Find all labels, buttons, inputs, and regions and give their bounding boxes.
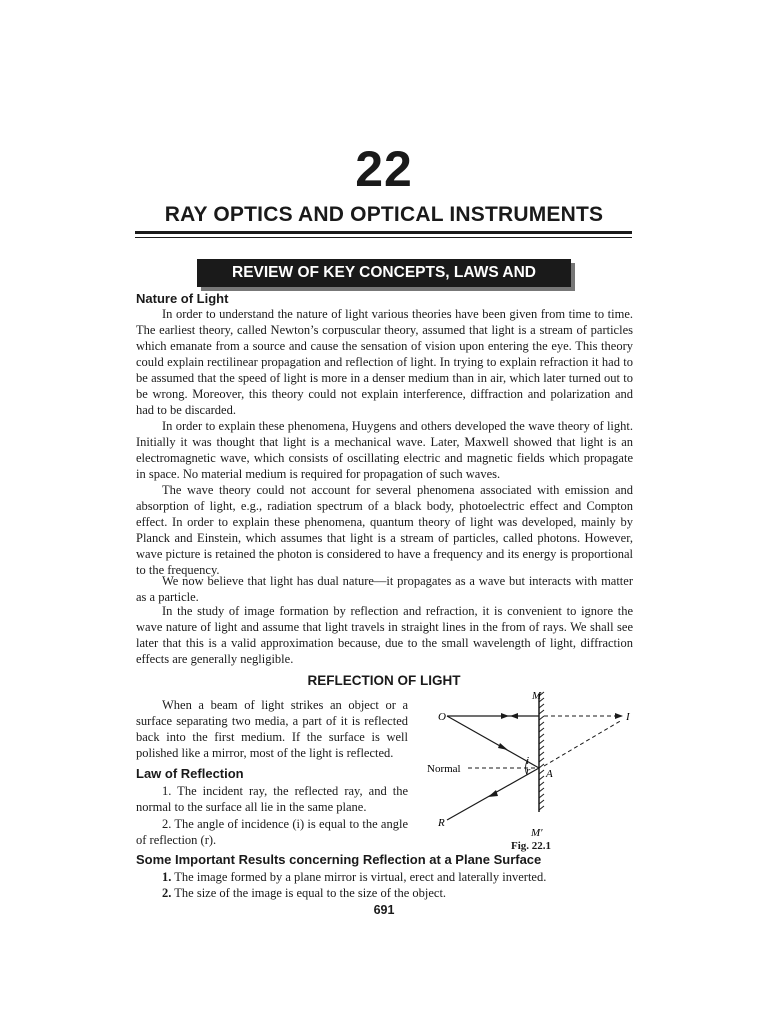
- reflection-diagram: [410, 682, 650, 852]
- label-r-point: R: [438, 817, 445, 829]
- paragraph-wave-theory: [136, 418, 633, 482]
- result-item-1-number: 1.: [162, 870, 172, 884]
- chapter-title: RAY OPTICS AND OPTICAL INSTRUMENTS: [164, 203, 604, 226]
- law-item-2: [136, 816, 408, 848]
- paragraph-quantum-theory-text: The wave theory could not account for several phenomena associated with emission and absorption of light, e.g., radiation spectrum of a black body, photoelectric effect and Compton effect. In order to explain these phenomena, quantum theory of light was developed, mainly by Planck and Einstein, which assumes that light is a stream of particles, called photons. However, wave picture is retained the photon is considered to have a frequency and its energy is proportional to the frequency.: [136, 483, 633, 577]
- result-item-1: [162, 869, 632, 885]
- paragraph-corpuscular: [136, 306, 633, 418]
- paragraph-quantum-theory: [136, 482, 633, 578]
- result-item-2-number: 2.: [162, 886, 172, 900]
- arrow-head-left: [510, 713, 518, 719]
- reflected-arrow: [488, 790, 498, 797]
- label-angle-r: r: [526, 765, 531, 777]
- result-item-1-text: The image formed by a plane mirror is virtual, erect and laterally inverted.: [174, 870, 547, 884]
- paragraph-corpuscular-text: In order to understand the nature of light various theories have been given from time to time. The earliest theory, called Newton’s corpuscular theory, assumed that light is a stream of particles which emanate from a source and cause the sensation of vision upon entering the eye. This theory could explain rectilinear propagation and reflection of light. In trying to explain refraction it had to be assumed that the speed of light is more in a denser medium than in air, which later turned out to be wrong. Moreover, this theory could not explain interference, diffraction and polarization and had to be discarded.: [136, 307, 633, 417]
- label-i-image: I: [626, 711, 630, 723]
- paragraph-ray-approximation-text: In the study of image formation by reflection and refraction, it is convenient to ignore the wave nature of light and assume that light travels in straight lines in the from of rays. We shall see later that this is a valid approximation because, due to the small wavelength of light, diffraction effects are generally negligible.: [136, 604, 633, 666]
- paragraph-ray-approximation: [136, 603, 633, 667]
- label-o: O: [438, 711, 446, 723]
- image-arrow-head: [615, 713, 623, 719]
- label-m-prime: M′: [531, 827, 543, 839]
- image-extension-diagonal: [544, 720, 622, 766]
- plane-surface-heading: Some Important Results concerning Reflection at a Plane Surface: [136, 852, 542, 867]
- nature-of-light-heading: Nature of Light: [136, 291, 229, 306]
- paragraph-reflection-intro: [136, 697, 408, 761]
- label-angle-i: i: [526, 755, 530, 767]
- paragraph-reflection-intro-text: When a beam of light strikes an object or a surface separating two media, a part of it is reflected back into the first medium. If the surface is well polished like a mirror, most of the light is reflected.: [136, 698, 408, 760]
- law-of-reflection-heading: Law of Reflection: [136, 766, 244, 781]
- arrow-head-right: [501, 713, 509, 719]
- chapter-number: 22: [355, 141, 413, 197]
- incident-arrow: [498, 743, 508, 750]
- label-normal: Normal: [427, 763, 461, 775]
- law-item-1-text: 1. The incident ray, the reflected ray, and the normal to the surface all lie in the same plane.: [136, 784, 408, 814]
- paragraph-dual-nature-text: We now believe that light has dual nature—it propagates as a wave but interacts with matter as a particle.: [136, 574, 633, 604]
- reflection-section-title: REFLECTION OF LIGHT: [307, 673, 461, 688]
- label-a: A: [546, 768, 553, 780]
- figure-caption: Fig. 22.1: [511, 840, 552, 852]
- title-rule-thick: [135, 231, 632, 234]
- title-rule-thin: [135, 237, 632, 238]
- paragraph-wave-theory-text: In order to explain these phenomena, Huygens and others developed the wave theory of light. Initially it was thought that light is a mechanical wave. Later, Maxwell showed that light is an electromagnetic wave, which consists of oscillating electric and magnetic fields which propagate in space. No material medium is required for propagation of such waves.: [136, 419, 633, 481]
- paragraph-dual-nature: [136, 573, 633, 605]
- label-m: M: [532, 690, 542, 702]
- review-heading: REVIEW OF KEY CONCEPTS, LAWS AND FORMULAE: [197, 259, 571, 287]
- result-item-2-text: The size of the image is equal to the size of the object.: [174, 886, 447, 900]
- law-item-2-text: 2. The angle of incidence (i) is equal to the angle of reflection (r).: [136, 817, 408, 847]
- result-item-2: [162, 885, 632, 901]
- page-number: 691: [373, 903, 395, 917]
- law-item-1: [136, 783, 408, 815]
